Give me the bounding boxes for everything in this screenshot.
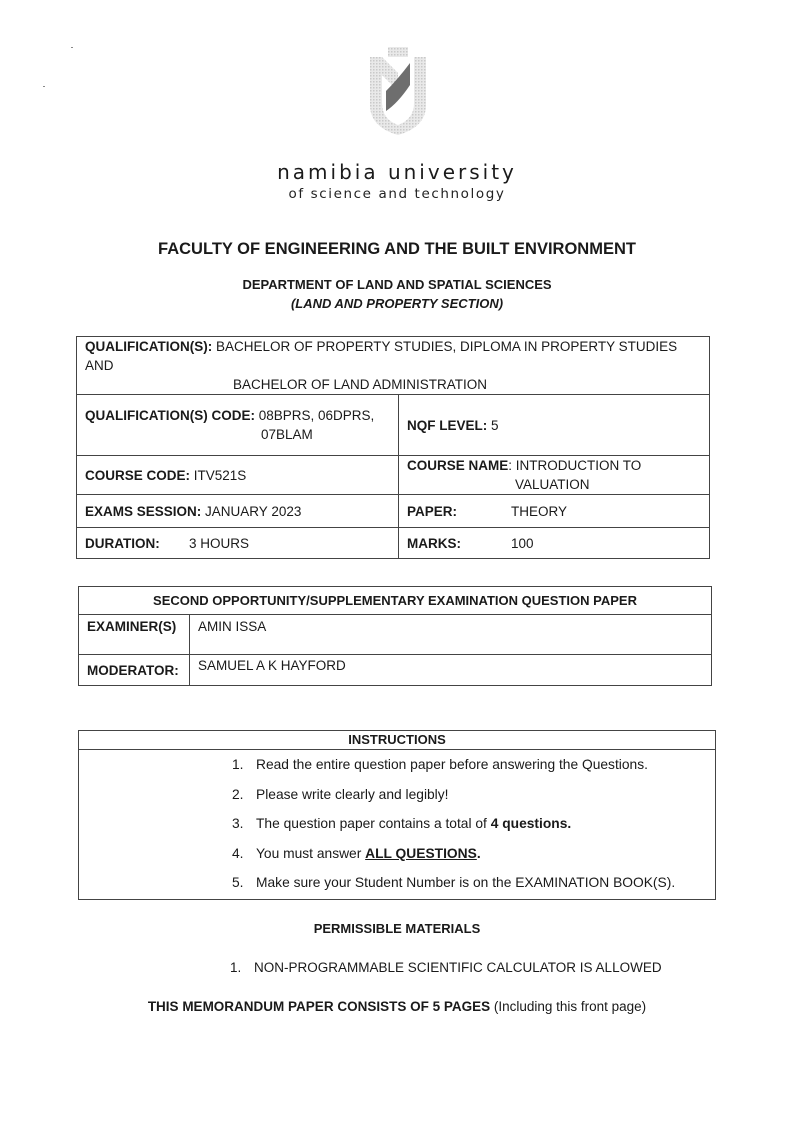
exam-table-title: SECOND OPPORTUNITY/SUPPLEMENTARY EXAMINATION QUESTION PAPER	[79, 587, 712, 615]
qualifications-label: QUALIFICATION(S):	[85, 339, 213, 354]
nqf-level-cell	[399, 395, 710, 456]
qualification-code-value: 08BPRS, 06DPRS,	[258, 408, 375, 423]
instruction-number: 3.	[232, 816, 244, 831]
marks-cell	[399, 528, 710, 559]
duration-label: DURATION:	[85, 535, 160, 551]
examiner-label: EXAMINER(S)	[79, 615, 190, 655]
nqf-level-label: NQF LEVEL:	[407, 417, 488, 433]
qualifications-cell	[77, 337, 710, 395]
page-count-note-text: (Including this front page)	[490, 999, 647, 1014]
instruction-text: Please write clearly and legibly!	[256, 786, 449, 802]
page-count-bold: THIS MEMORANDUM PAPER CONSISTS OF 5 PAGES	[147, 999, 491, 1014]
permissible-item	[230, 960, 662, 975]
instruction-text: Read the entire question paper before answering the Questions.	[256, 757, 648, 772]
instruction-number: 5.	[232, 875, 244, 890]
marks-value: 100	[511, 535, 534, 551]
instruction-text: The question paper contains a total of	[256, 816, 491, 831]
instruction-text: Make sure your Student Number is on the EXAMINATION BOOK(S).	[256, 875, 676, 890]
duration-value: 3 HOURS	[189, 535, 250, 551]
instruction-number: 1.	[232, 757, 244, 772]
course-name-value: : INTRODUCTION TO	[508, 458, 642, 473]
instructions-list	[79, 750, 715, 898]
instruction-number: 2.	[232, 786, 244, 802]
course-code-label: COURSE CODE:	[85, 467, 191, 483]
course-name-value-line2: VALUATION	[515, 477, 590, 492]
university-logo	[364, 45, 432, 137]
instruction-number: 4.	[232, 845, 244, 861]
course-info-table	[76, 336, 710, 559]
instruction-item	[79, 839, 715, 869]
paper-value: THEORY	[511, 503, 568, 519]
course-code-value: ITV521S	[193, 467, 247, 483]
qualifications-value: BACHELOR OF PROPERTY STUDIES, DIPLOMA IN PROPERTY STUDIES AND	[85, 339, 678, 373]
moderator-label: MODERATOR:	[79, 655, 190, 686]
permissible-item-text: NON-PROGRAMMABLE SCIENTIFIC CALCULATOR IS ALLOWED	[254, 960, 662, 975]
scan-speck	[43, 86, 45, 87]
exam-session-cell	[77, 495, 399, 528]
qualification-code-value-line2: 07BLAM	[261, 427, 313, 442]
duration-cell	[77, 528, 399, 559]
nqf-level-value: 5	[491, 417, 499, 433]
section-title: (LAND AND PROPERTY SECTION)	[290, 296, 504, 311]
university-name: namibia university	[277, 160, 517, 184]
examiner-value: AMIN ISSA	[190, 615, 712, 655]
instruction-emphasis: ALL QUESTIONS	[365, 845, 477, 861]
instructions-body	[79, 750, 716, 900]
qualification-code-label: QUALIFICATION(S) CODE:	[85, 408, 255, 423]
paper-label: PAPER:	[407, 503, 458, 519]
marks-label: MARKS:	[407, 535, 461, 551]
course-name-label: COURSE NAME	[407, 458, 509, 473]
course-name-cell	[399, 456, 710, 495]
instruction-punctuation: .	[476, 845, 481, 861]
instruction-emphasis: 4 questions.	[490, 816, 572, 831]
qualifications-value-line2: BACHELOR OF LAND ADMINISTRATION	[233, 377, 488, 392]
exam-session-label: EXAMS SESSION:	[85, 503, 202, 519]
scan-speck	[71, 47, 73, 48]
paper-cell	[399, 495, 710, 528]
university-subtitle: of science and technology	[288, 186, 506, 202]
qualification-code-cell	[77, 395, 399, 456]
instruction-item	[79, 868, 715, 898]
permissible-materials-title: PERMISSIBLE MATERIALS	[313, 921, 481, 936]
instructions-title: INSTRUCTIONS	[79, 731, 716, 750]
page-count-note	[0, 999, 794, 1014]
instruction-text: You must answer	[256, 845, 366, 861]
permissible-item-number: 1.	[230, 960, 242, 975]
exam-staff-table	[78, 586, 712, 686]
course-code-cell	[77, 456, 399, 495]
exam-session-value: JANUARY 2023	[205, 503, 302, 519]
instruction-item	[79, 780, 715, 810]
instruction-item	[79, 809, 715, 839]
instruction-item	[79, 750, 715, 780]
moderator-value: SAMUEL A K HAYFORD	[190, 655, 712, 686]
faculty-title: FACULTY OF ENGINEERING AND THE BUILT ENVIRONMENT	[158, 240, 636, 258]
instructions-table	[78, 730, 716, 900]
department-title: DEPARTMENT OF LAND AND SPATIAL SCIENCES	[242, 277, 552, 292]
